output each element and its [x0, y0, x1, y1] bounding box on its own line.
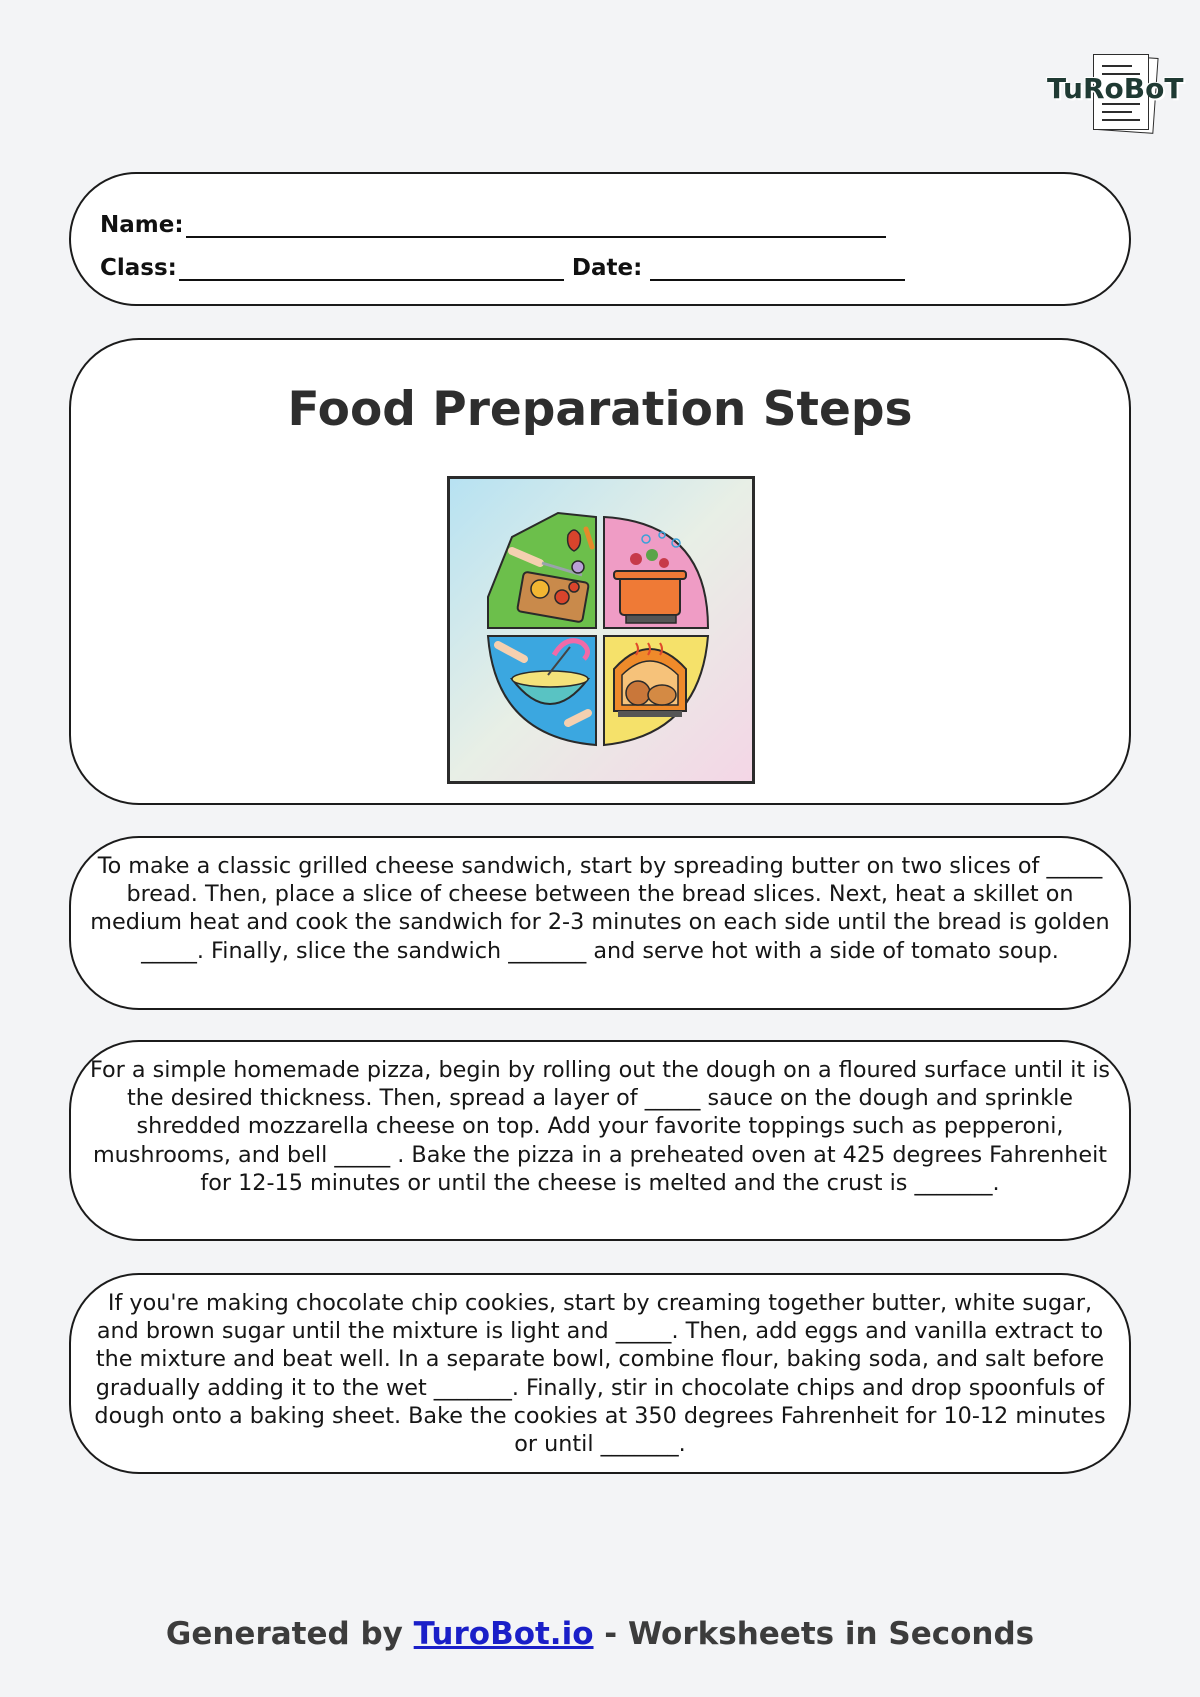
- food-wheel-icon: [450, 479, 752, 781]
- class-date-row: [100, 255, 905, 281]
- student-info-card: [69, 172, 1131, 306]
- date-label: Date:: [571, 255, 643, 281]
- passage-text-2: For a simple homemade pizza, begin by rolling out the dough on a floured surface until it is the desired thickness. Then, spread a layer of _____ sauce on the dough and sprinkle shredded mozzarella cheese on top. Add your favorite toppings such as pepperoni, mushrooms, and bell _____ . Bake the pizza in a preheated oven at 425 degrees Fahrenheit for 12-15 minutes or until the cheese is melted and the crust is _______.: [89, 1057, 1111, 1196]
- name-blank[interactable]: [186, 214, 886, 238]
- footer: [0, 1616, 1200, 1652]
- passage-text-3: If you're making chocolate chip cookies, start by creaming together butter, white sugar, and brown sugar until the mixture is light and _____. Then, add eggs and vanilla extract to the mixture and beat well. In a separate bowl, combine flour, baking soda, and salt before gradually adding it to the wet _______. Finally, stir in chocolate chips and drop spoonfuls of dough onto a baking sheet. Bake the cookies at 350 degrees Fahrenheit for 10-12 minutes or until _______.: [94, 1290, 1106, 1458]
- turobot-link[interactable]: TuroBot.io: [413, 1616, 594, 1652]
- footer-prefix: Generated by: [165, 1616, 414, 1652]
- title-card: [69, 338, 1131, 805]
- passage-card-2: [69, 1040, 1131, 1241]
- date-blank[interactable]: [650, 257, 905, 281]
- class-blank[interactable]: [179, 257, 564, 281]
- worksheet-title: Food Preparation Steps: [287, 382, 913, 437]
- turobot-logo: [1045, 52, 1184, 136]
- name-label: Name:: [100, 212, 184, 238]
- footer-suffix: - Worksheets in Seconds: [593, 1616, 1035, 1652]
- food-preparation-illustration: [447, 476, 755, 784]
- name-row: [100, 212, 886, 238]
- logo-text: TuRoBoT: [1047, 72, 1184, 105]
- passage-card-3: [69, 1273, 1131, 1474]
- passage-text-1: To make a classic grilled cheese sandwich, start by spreading butter on two slices of _____ bread. Then, place a slice of cheese between the bread slices. Next, heat a skillet on medium heat and cook the sandwich for 2-3 minutes on each side until the bread is golden _____. Finally, slice the sandwich _______ and serve hot with a side of tomato soup.: [90, 853, 1110, 964]
- class-label: Class:: [100, 255, 177, 281]
- passage-card-1: [69, 836, 1131, 1010]
